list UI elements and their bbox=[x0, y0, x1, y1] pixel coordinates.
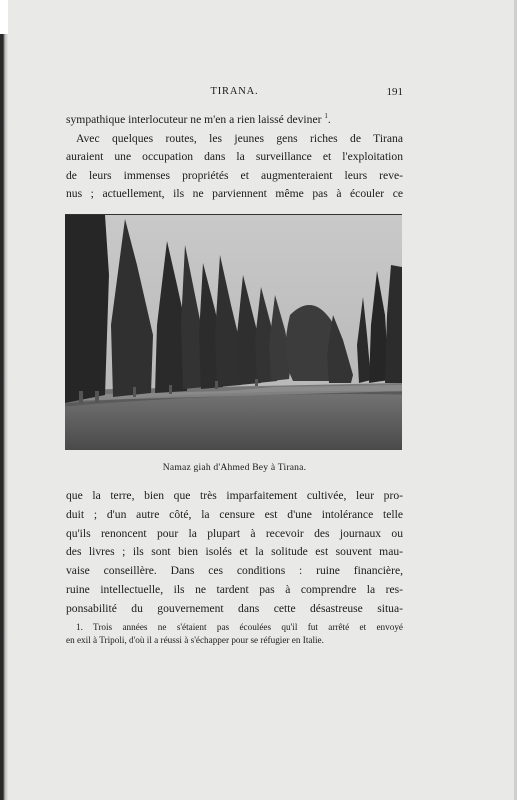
text-line: vaise conseillère. Dans ces conditions : ruine financière, bbox=[66, 564, 403, 578]
text-line: Avec quelques routes, les jeunes gens riches de Tirana bbox=[76, 131, 403, 145]
running-head: TIRANA. bbox=[210, 86, 259, 97]
page-header bbox=[66, 86, 403, 102]
text-line: des livres ; ils sont bien isolés et la solitude est souvent mau- bbox=[66, 545, 403, 559]
text-line: sympathique interlocuteur ne m'en a rien laissé deviner $^1$. bbox=[66, 112, 331, 126]
page-number: 191 bbox=[386, 86, 403, 98]
figure-caption: Namaz giah d'Ahmed Bey à Tirana. bbox=[162, 462, 307, 473]
text-line: qu'ils renoncent pour la plupart à recevoir des journaux ou bbox=[66, 526, 403, 540]
text-line: de leurs immenses propriétés et augmenteraient leurs reve- bbox=[66, 168, 403, 182]
text-line: duit ; d'un autre côté, la censure est d'une intolérance telle bbox=[66, 507, 403, 521]
photo-illustration bbox=[65, 215, 402, 450]
text-line: auraient une occupation dans la surveillance et l'exploitation bbox=[66, 150, 403, 164]
footnote-line: 1. Trois années ne s'étaient pas écoulées qu'il fut arrêté et envoyé bbox=[76, 622, 403, 632]
page-corner bbox=[0, 0, 8, 34]
paragraph-top bbox=[66, 111, 403, 204]
paragraph-bottom bbox=[66, 487, 403, 619]
photograph-cypress-garden bbox=[65, 214, 402, 450]
page-binding-edge bbox=[0, 0, 8, 800]
footnote-reference[interactable]: 1 bbox=[324, 112, 328, 120]
text-line: ponsabilité du gouvernement dans cette désastreuse situa- bbox=[66, 601, 403, 615]
text-line: ruine intellectuelle, ils ne tardent pas à comprendre la res- bbox=[66, 582, 403, 596]
footnote-line: en exil à Tripoli, d'où il a réussi à s'échapper pour se réfugier en Italie. bbox=[66, 635, 324, 646]
cypress-tree bbox=[65, 215, 109, 403]
text-line: nus ; actuellement, ils ne parviennent même pas à écouler ce bbox=[66, 187, 403, 201]
footnote bbox=[66, 621, 403, 648]
text-line: que la terre, bien que très imparfaitement cultivée, leur pro- bbox=[66, 489, 403, 502]
